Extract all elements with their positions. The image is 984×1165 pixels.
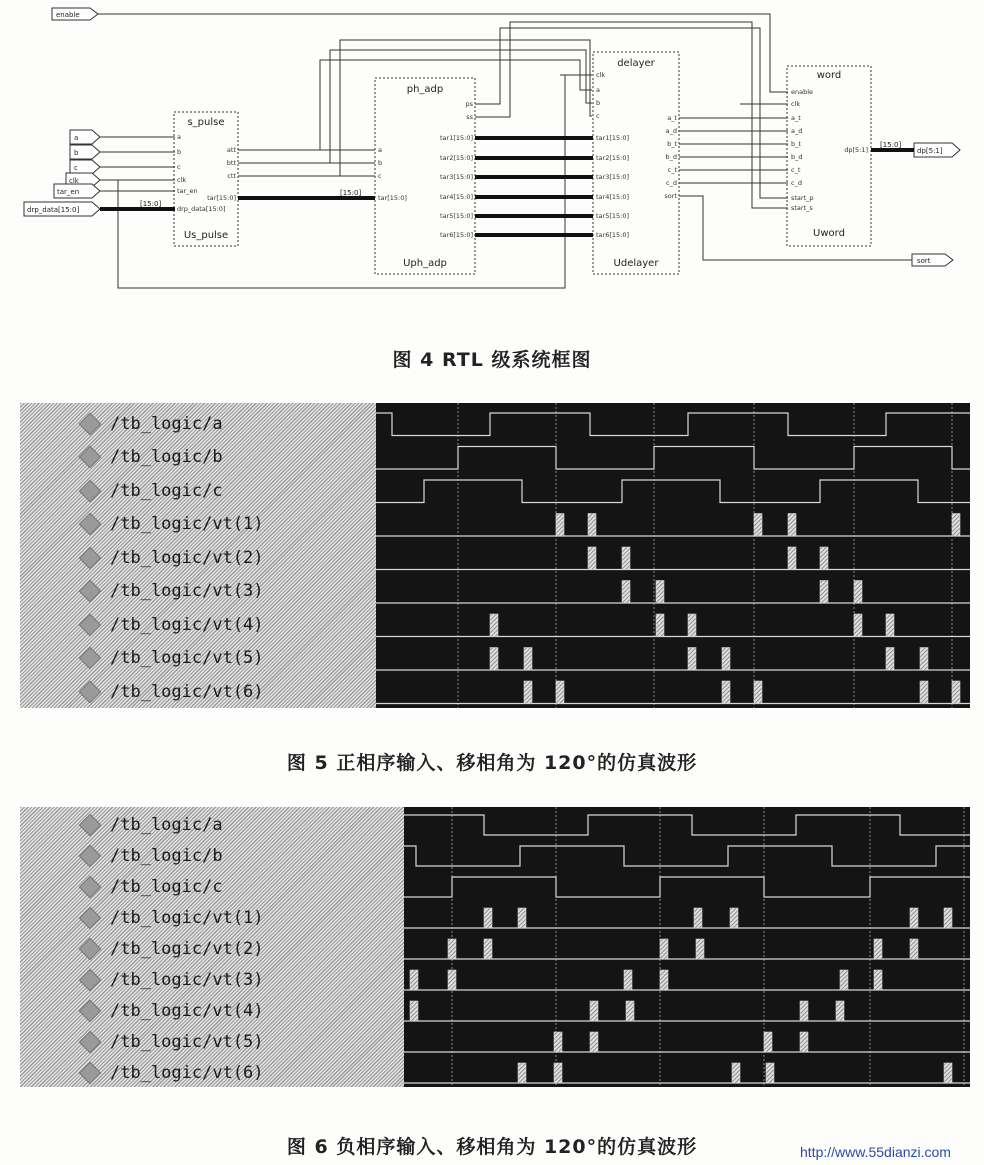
signal-name: /tb_logic/b bbox=[110, 845, 223, 866]
port-label: tar_en bbox=[177, 187, 198, 195]
pulse-mark bbox=[800, 1032, 808, 1052]
pulse-mark bbox=[944, 908, 952, 928]
input-c-label: c bbox=[74, 164, 78, 172]
pulse-mark bbox=[410, 1001, 418, 1021]
signal-row bbox=[20, 675, 376, 709]
signal-row bbox=[20, 1057, 404, 1088]
signal-name: /tb_logic/vt(3) bbox=[110, 581, 264, 602]
pulse-mark bbox=[484, 939, 492, 959]
port-label: drp_data[15:0] bbox=[177, 205, 226, 213]
port-label: b bbox=[596, 99, 601, 107]
signal-name: /tb_logic/vt(6) bbox=[110, 681, 264, 702]
waveform-svg bbox=[404, 807, 970, 1087]
pulse-mark bbox=[518, 908, 526, 928]
ph-adp-instance: Uph_adp bbox=[403, 258, 447, 269]
pulse-mark bbox=[952, 514, 960, 537]
port-label: btt bbox=[226, 159, 236, 167]
pulse-mark bbox=[754, 514, 762, 537]
pulse-mark bbox=[800, 1001, 808, 1021]
signal-diamond-icon bbox=[79, 479, 102, 502]
signal-diamond-icon bbox=[79, 647, 102, 670]
signal-diamond-icon bbox=[79, 680, 102, 703]
signal-row bbox=[20, 474, 376, 508]
pulse-mark bbox=[722, 648, 730, 671]
pulse-mark bbox=[590, 1032, 598, 1052]
ph-adp-title: ph_adp bbox=[406, 84, 444, 95]
port-label: c bbox=[596, 112, 600, 120]
signal-name-column bbox=[20, 403, 376, 708]
clock-trace bbox=[404, 846, 970, 866]
pulse-mark bbox=[490, 614, 498, 637]
port-label: tar1[15:0] bbox=[596, 134, 630, 142]
pulse-mark bbox=[490, 648, 498, 671]
pulse-mark bbox=[886, 648, 894, 671]
signal-row bbox=[20, 809, 404, 840]
pulse-mark bbox=[874, 939, 882, 959]
signal-diamond-icon bbox=[79, 1061, 102, 1084]
pulse-mark bbox=[694, 908, 702, 928]
port-label: c_t bbox=[791, 166, 801, 174]
signal-diamond-icon bbox=[79, 1030, 102, 1053]
waveform-panel-negative bbox=[20, 807, 970, 1087]
port-label: att bbox=[226, 146, 236, 154]
port-label: clk bbox=[596, 71, 606, 79]
pulse-mark bbox=[554, 1032, 562, 1052]
signal-row bbox=[20, 1026, 404, 1057]
pulse-mark bbox=[696, 939, 704, 959]
pulse-mark bbox=[624, 970, 632, 990]
port-label: ps bbox=[465, 100, 473, 108]
waveform-area bbox=[376, 403, 970, 708]
signal-row bbox=[20, 608, 376, 642]
pulse-mark bbox=[840, 970, 848, 990]
pulse-mark bbox=[764, 1032, 772, 1052]
pulse-mark bbox=[788, 547, 796, 570]
port-label: tar5[15:0] bbox=[439, 212, 473, 220]
clock-trace bbox=[404, 815, 970, 835]
clock-trace bbox=[376, 447, 970, 470]
port-label: a_t bbox=[791, 114, 801, 122]
pulse-mark bbox=[524, 681, 532, 704]
port-label: b_t bbox=[667, 140, 677, 148]
pulse-mark bbox=[410, 970, 418, 990]
signal-diamond-icon bbox=[79, 906, 102, 929]
pulse-mark bbox=[590, 1001, 598, 1021]
port-label: clk bbox=[177, 176, 187, 184]
signal-name: /tb_logic/c bbox=[110, 480, 223, 501]
pulse-mark bbox=[448, 970, 456, 990]
port-label: tar4[15:0] bbox=[596, 193, 630, 201]
pulse-mark bbox=[588, 514, 596, 537]
port-label: clk bbox=[791, 100, 801, 108]
signal-diamond-icon bbox=[79, 513, 102, 536]
signal-row bbox=[20, 902, 404, 933]
pulse-mark bbox=[660, 939, 668, 959]
port-label: c_t bbox=[667, 166, 677, 174]
signal-row bbox=[20, 840, 404, 871]
signal-diamond-icon bbox=[79, 546, 102, 569]
pulse-mark bbox=[874, 970, 882, 990]
port-label: b_d bbox=[791, 153, 803, 161]
signal-row bbox=[20, 575, 376, 609]
signal-name: /tb_logic/vt(1) bbox=[110, 514, 264, 535]
pulse-mark bbox=[554, 1063, 562, 1083]
port-label: ctt bbox=[227, 172, 236, 180]
signal-name: /tb_logic/vt(1) bbox=[110, 907, 264, 928]
input-a-label: a bbox=[74, 134, 79, 142]
signal-diamond-icon bbox=[79, 412, 102, 435]
waveform-area bbox=[404, 807, 970, 1087]
figure5-caption: 图 5 正相序输入、移相角为 120°的仿真波形 bbox=[286, 752, 698, 774]
bus-label: [15:0] bbox=[880, 141, 902, 149]
signal-diamond-icon bbox=[79, 937, 102, 960]
signal-name: /tb_logic/vt(4) bbox=[110, 1000, 264, 1021]
pulse-mark bbox=[656, 614, 664, 637]
signal-row bbox=[20, 508, 376, 542]
watermark-url: http://www.55dianzi.com bbox=[800, 1144, 951, 1160]
port-label: c bbox=[378, 172, 382, 180]
port-label: b bbox=[378, 159, 383, 167]
signal-name-column bbox=[20, 807, 404, 1087]
port-label: start_p bbox=[791, 194, 814, 202]
pulse-mark bbox=[836, 1001, 844, 1021]
port-label: tar6[15:0] bbox=[596, 231, 630, 239]
port-label: c bbox=[177, 163, 181, 171]
dp-output-label: dp[5:1] bbox=[917, 147, 943, 155]
rtl-diagram bbox=[0, 0, 984, 300]
port-label: b_t bbox=[791, 140, 801, 148]
s-pulse-instance: Us_pulse bbox=[183, 230, 229, 241]
clock-trace bbox=[404, 877, 970, 897]
pulse-mark bbox=[622, 581, 630, 604]
pulse-mark bbox=[788, 514, 796, 537]
input-drp-data-label: drp_data[15:0] bbox=[27, 206, 80, 214]
pulse-mark bbox=[722, 681, 730, 704]
bus-label: [15:0] bbox=[340, 189, 362, 197]
port-label: a bbox=[596, 86, 600, 94]
port-label: sort bbox=[664, 192, 677, 200]
port-label: a_t bbox=[667, 114, 677, 122]
port-label: start_s bbox=[791, 204, 813, 212]
pulse-mark bbox=[854, 614, 862, 637]
pulse-mark bbox=[730, 908, 738, 928]
signal-row bbox=[20, 441, 376, 475]
pulse-mark bbox=[518, 1063, 526, 1083]
pulse-mark bbox=[688, 648, 696, 671]
pulse-mark bbox=[656, 581, 664, 604]
signal-row bbox=[20, 964, 404, 995]
pulse-mark bbox=[952, 681, 960, 704]
pulse-mark bbox=[920, 681, 928, 704]
port-label: tar2[15:0] bbox=[596, 154, 630, 162]
signal-name: /tb_logic/vt(4) bbox=[110, 614, 264, 635]
port-label: tar5[15:0] bbox=[596, 212, 630, 220]
pulse-mark bbox=[910, 908, 918, 928]
pulse-mark bbox=[688, 614, 696, 637]
signal-name: /tb_logic/vt(5) bbox=[110, 1031, 264, 1052]
signal-name: /tb_logic/vt(5) bbox=[110, 648, 264, 669]
port-label: a_d bbox=[665, 127, 677, 135]
signal-row bbox=[20, 642, 376, 676]
signal-name: /tb_logic/vt(2) bbox=[110, 547, 264, 568]
port-label: tar6[15:0] bbox=[439, 231, 473, 239]
port-label: dp[5:1] bbox=[844, 146, 868, 154]
signal-diamond-icon bbox=[79, 875, 102, 898]
pulse-mark bbox=[766, 1063, 774, 1083]
signal-row bbox=[20, 933, 404, 964]
port-label: a_d bbox=[791, 127, 803, 135]
pulse-mark bbox=[820, 581, 828, 604]
pulse-mark bbox=[448, 939, 456, 959]
signal-diamond-icon bbox=[79, 446, 102, 469]
port-label: tar2[15:0] bbox=[439, 154, 473, 162]
signal-name: /tb_logic/vt(3) bbox=[110, 969, 264, 990]
port-label: tar[15:0] bbox=[207, 194, 236, 202]
figure4-caption: 图 4 RTL 级系统框图 bbox=[392, 349, 592, 371]
signal-diamond-icon bbox=[79, 613, 102, 636]
port-label: c_d bbox=[666, 179, 677, 187]
pulse-mark bbox=[820, 547, 828, 570]
signal-diamond-icon bbox=[79, 844, 102, 867]
signal-row bbox=[20, 995, 404, 1026]
input-clk-label: clk bbox=[69, 177, 79, 185]
pulse-mark bbox=[626, 1001, 634, 1021]
port-label: tar3[15:0] bbox=[596, 173, 630, 181]
pulse-mark bbox=[854, 581, 862, 604]
pulse-mark bbox=[910, 939, 918, 959]
port-label: b_d bbox=[665, 153, 677, 161]
port-label: a bbox=[378, 146, 382, 154]
port-label: tar[15:0] bbox=[378, 194, 407, 202]
signal-name: /tb_logic/a bbox=[110, 814, 223, 835]
pulse-mark bbox=[556, 681, 564, 704]
signal-row bbox=[20, 541, 376, 575]
input-b-label: b bbox=[74, 149, 79, 157]
sort-output-label: sort bbox=[917, 257, 931, 265]
pulse-mark bbox=[944, 1063, 952, 1083]
word-instance: Uword bbox=[813, 228, 845, 239]
pulse-mark bbox=[484, 908, 492, 928]
port-label: tar4[15:0] bbox=[439, 193, 473, 201]
signal-name: /tb_logic/vt(2) bbox=[110, 938, 264, 959]
delayer-instance: Udelayer bbox=[613, 258, 659, 269]
pulse-mark bbox=[920, 648, 928, 671]
port-label: c_d bbox=[791, 179, 802, 187]
pulse-mark bbox=[886, 614, 894, 637]
signal-diamond-icon bbox=[79, 999, 102, 1022]
pulse-mark bbox=[660, 970, 668, 990]
port-label: b bbox=[177, 148, 182, 156]
signal-name: /tb_logic/a bbox=[110, 413, 223, 434]
pulse-mark bbox=[622, 547, 630, 570]
pulse-mark bbox=[588, 547, 596, 570]
pulse-mark bbox=[754, 681, 762, 704]
clock-trace bbox=[376, 480, 970, 503]
port-label: tar3[15:0] bbox=[439, 173, 473, 181]
signal-row bbox=[20, 871, 404, 902]
port-label: enable bbox=[791, 88, 814, 96]
signal-diamond-icon bbox=[79, 813, 102, 836]
clock-trace bbox=[376, 413, 970, 436]
pulse-mark bbox=[556, 514, 564, 537]
enable-input-label: enable bbox=[56, 11, 80, 19]
signal-diamond-icon bbox=[79, 968, 102, 991]
pulse-mark bbox=[732, 1063, 740, 1083]
port-label: tar1[15:0] bbox=[439, 134, 473, 142]
input-tar-en-label: tar_en bbox=[57, 188, 80, 196]
pulse-mark bbox=[524, 648, 532, 671]
signal-name: /tb_logic/vt(6) bbox=[110, 1062, 264, 1083]
bus-label: [15:0] bbox=[140, 200, 162, 208]
delayer-title: delayer bbox=[617, 58, 655, 69]
signal-row bbox=[20, 407, 376, 441]
s-pulse-title: s_pulse bbox=[187, 117, 225, 128]
word-title: word bbox=[816, 70, 842, 81]
waveform-svg bbox=[376, 403, 970, 708]
port-label: a bbox=[177, 133, 181, 141]
signal-name: /tb_logic/c bbox=[110, 876, 223, 897]
waveform-panel-positive bbox=[20, 403, 970, 708]
figure6-caption: 图 6 负相序输入、移相角为 120°的仿真波形 bbox=[286, 1136, 698, 1158]
signal-name: /tb_logic/b bbox=[110, 447, 223, 468]
signal-diamond-icon bbox=[79, 580, 102, 603]
port-label: ss bbox=[466, 113, 473, 121]
